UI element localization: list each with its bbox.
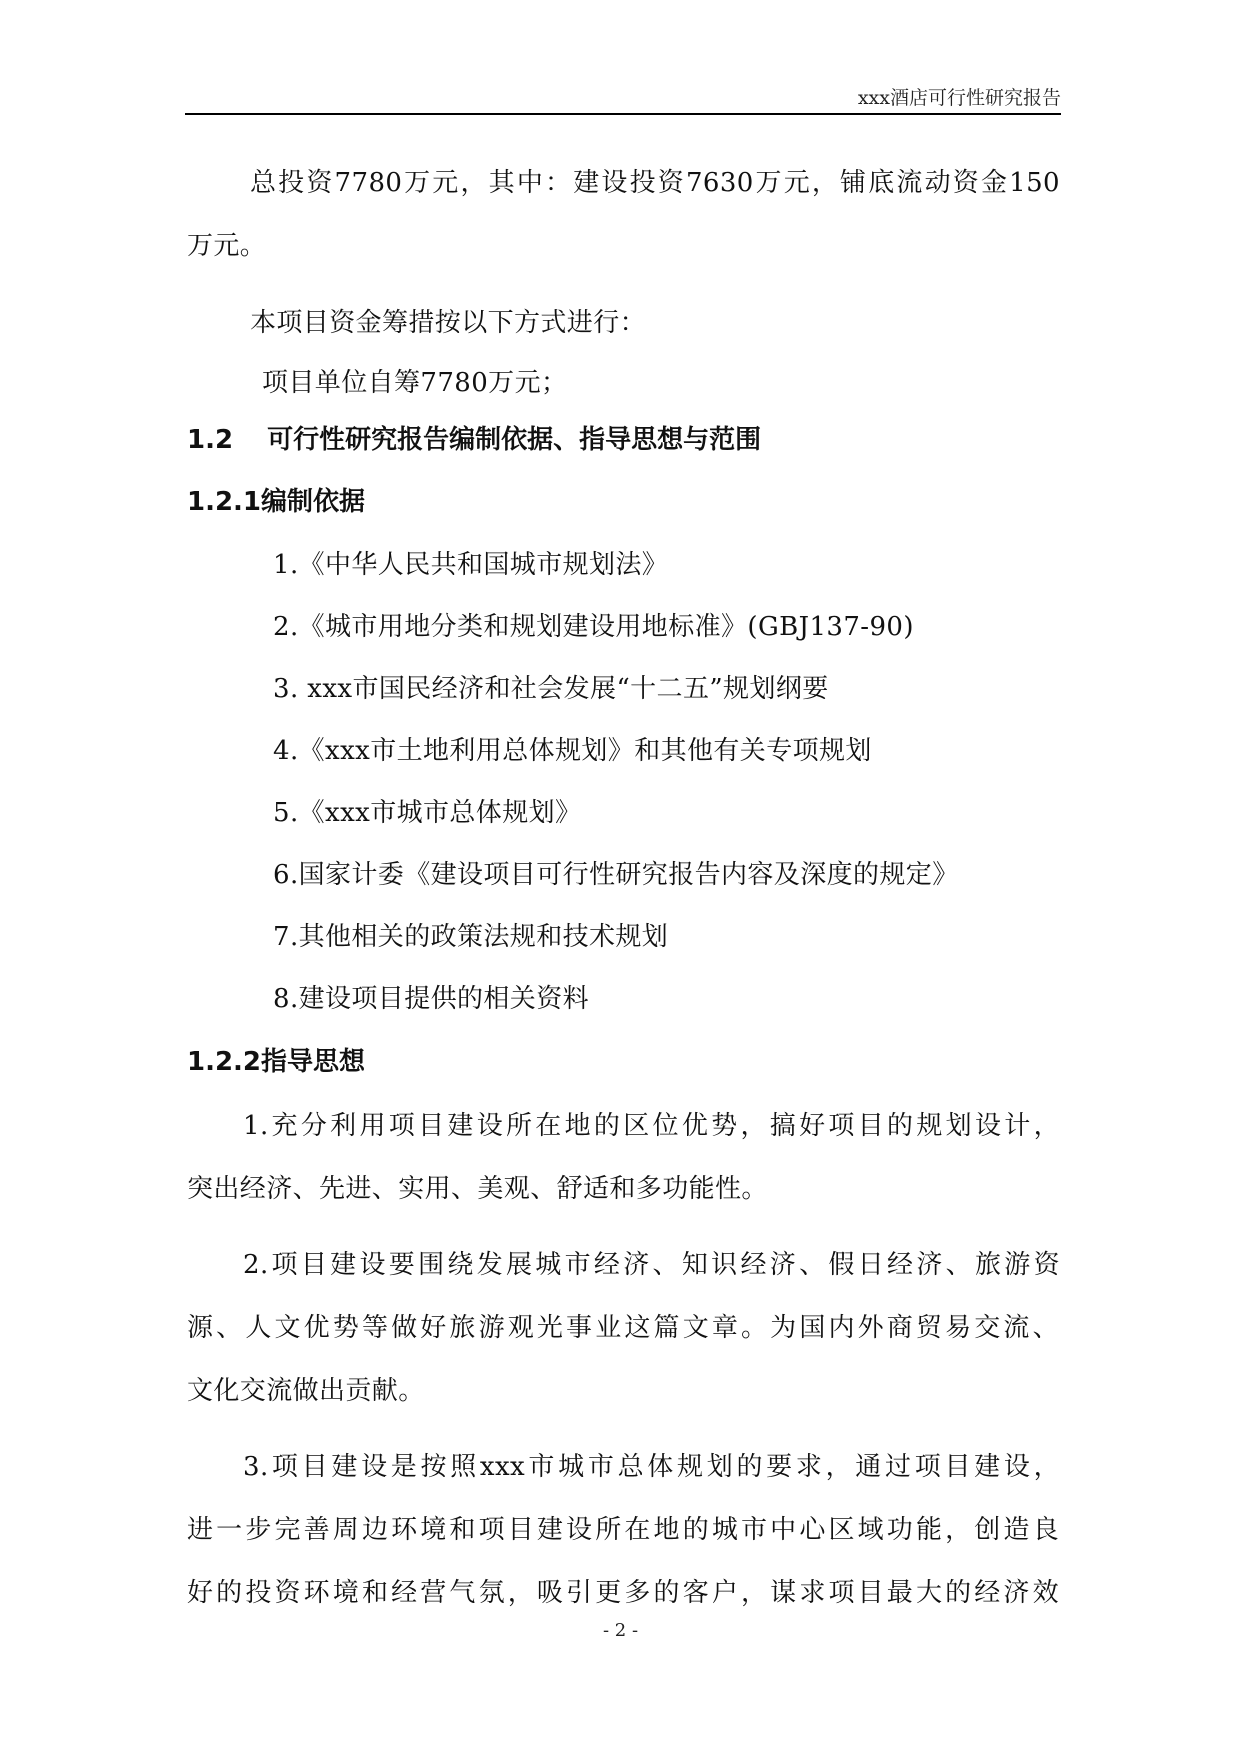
header-rule	[185, 113, 1061, 115]
basis-list-item: 3. xxx市国民经济和社会发展“十二五”规划纲要	[273, 674, 829, 704]
guiding-p2-line-1: 2.项目建设要围绕发展城市经济、知识经济、假日经济、旅游资	[243, 1250, 1060, 1280]
investment-text-line-1: 总投资7780万元，其中：建设投资7630万元，铺底流动资金150	[250, 168, 1060, 198]
section-1-2-2-heading: 1.2.2指导思想	[187, 1047, 366, 1077]
basis-list-item: 6.国家计委《建设项目可行性研究报告内容及深度的规定》	[273, 860, 959, 890]
basis-list-item: 1.《中华人民共和国城市规划法》	[273, 550, 669, 580]
section-1-2-1-heading: 1.2.1编制依据	[187, 487, 366, 517]
guiding-p3-line-2: 进一步完善周边环境和项目建设所在地的城市中心区域功能，创造良	[187, 1515, 1059, 1545]
section-1-2-number: 1.2	[187, 425, 234, 455]
funding-intro-text: 本项目资金筹措按以下方式进行：	[250, 308, 647, 338]
guiding-p3-line-1: 3.项目建设是按照xxx市城市总体规划的要求，通过项目建设，	[243, 1452, 1060, 1482]
guiding-p1-line-2: 突出经济、先进、实用、美观、舒适和多功能性。	[187, 1174, 768, 1204]
basis-list-item: 4.《xxx市土地利用总体规划》和其他有关专项规划	[273, 736, 872, 766]
section-1-2-heading	[187, 420, 761, 460]
basis-list-item: 7.其他相关的政策法规和技术规划	[273, 922, 669, 952]
guiding-p1-line-1: 1.充分利用项目建设所在地的区位优势，搞好项目的规划设计，	[243, 1111, 1060, 1141]
running-header: xxx酒店可行性研究报告	[857, 87, 1061, 109]
investment-text-line-2: 万元。	[187, 231, 267, 261]
section-1-2-title: 可行性研究报告编制依据、指导思想与范围	[267, 425, 762, 455]
guiding-p2-line-3: 文化交流做出贡献。	[187, 1376, 425, 1406]
basis-list-item: 8.建设项目提供的相关资料	[273, 984, 590, 1014]
basis-list-item: 2.《城市用地分类和规划建设用地标准》(GBJ137-90)	[273, 612, 914, 642]
basis-list-item: 5.《xxx市城市总体规划》	[273, 798, 582, 828]
guiding-p2-line-2: 源、人文优势等做好旅游观光事业这篇文章。为国内外商贸易交流、	[187, 1313, 1059, 1343]
guiding-p3-line-3: 好的投资环境和经营气氛，吸引更多的客户，谋求项目最大的经济效	[187, 1578, 1059, 1608]
funding-self-text: 项目单位自筹7780万元；	[262, 368, 568, 398]
page-number: - 2 -	[602, 1620, 639, 1641]
